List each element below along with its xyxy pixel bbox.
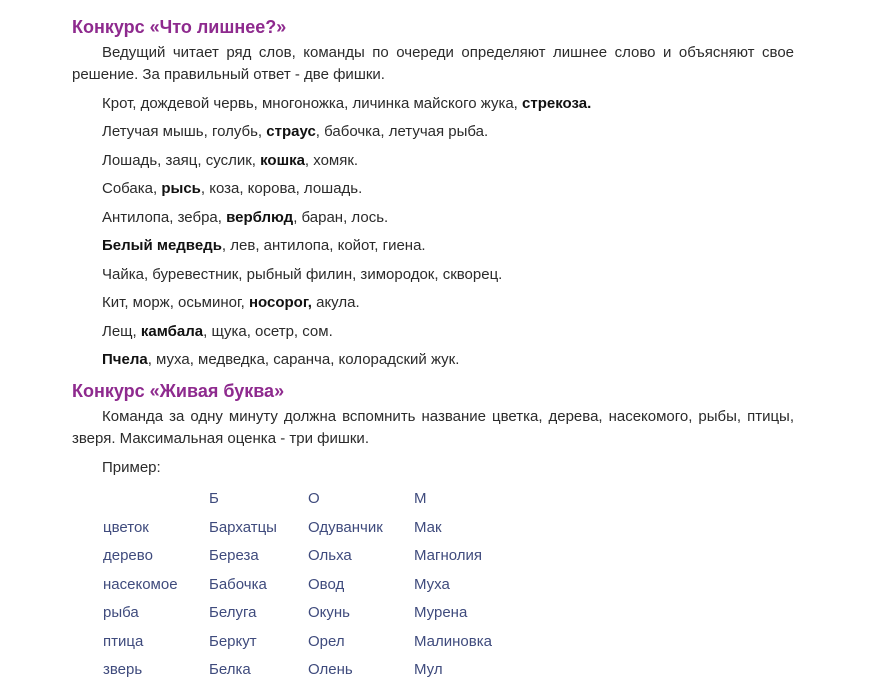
table-header-row: [103, 485, 534, 514]
list-item: [102, 289, 824, 317]
list-item: [102, 232, 824, 260]
item-words: Лещ,: [102, 322, 141, 340]
odd-word: стрекоза.: [522, 95, 592, 112]
word-cell: Мул: [414, 661, 443, 678]
odd-one-out-description: Ведущий читает ряд слов, команды по очереди определяют лишнее слово и объясняют свое решение. За правильный ответ - две фишки.: [72, 44, 794, 83]
item-words-after: , бабочка, летучая рыба.: [315, 123, 489, 141]
table-row: [103, 542, 534, 571]
table-row: [103, 656, 534, 685]
header-empty-cell: [103, 485, 209, 514]
table-row: [103, 571, 534, 600]
word-cell: Овод: [308, 575, 345, 593]
item-words: Антилопа, зебра,: [102, 208, 227, 226]
list-item: [102, 147, 824, 175]
item-words: Собака,: [102, 180, 162, 198]
item-words-after: акула.: [311, 294, 360, 312]
category-cell: рыба: [103, 604, 139, 621]
category-cell: птица: [103, 632, 144, 650]
item-words-after: , муха, медведка, саранча, колорадский жук.: [147, 350, 460, 368]
item-words: Чайка, буревестник, рыбный филин, зимородок, скворец.: [102, 265, 503, 283]
category-cell: дерево: [103, 547, 153, 564]
list-item: [102, 346, 824, 374]
word-cell: Ольха: [308, 547, 352, 564]
item-words: Кит, морж, осьминог,: [102, 294, 249, 312]
list-item: [102, 90, 824, 118]
header-letter: М: [414, 490, 427, 507]
living-letter-title: Конкурс «Живая буква»: [72, 381, 285, 401]
item-words: Летучая мышь, голубь,: [102, 123, 267, 141]
item-words-after: , хомяк.: [304, 151, 359, 169]
odd-word: кошка: [260, 151, 305, 169]
word-cell: Окунь: [308, 604, 350, 621]
odd-word: камбала: [140, 322, 204, 340]
living-letter-description: Команда за одну минуту должна вспомнить название цветка, дерева, насекомого, рыбы, птицы, зверя. Максимальная оценка - три фишки.: [72, 408, 794, 447]
word-cell: Бархатцы: [209, 518, 277, 536]
table-row: [103, 514, 534, 543]
header-letter: О: [308, 490, 320, 507]
odd-one-out-title: Конкурс «Что лишнее?»: [72, 17, 287, 37]
header-letter: Б: [209, 490, 219, 507]
odd-word: верблюд: [226, 208, 294, 226]
list-item: [102, 175, 824, 203]
category-cell: цветок: [103, 518, 149, 536]
item-words-after: , щука, осетр, сом.: [203, 322, 333, 340]
item-words: Лошадь, заяц, суслик,: [102, 151, 261, 169]
example-label: Пример:: [102, 459, 161, 476]
item-words-after: , лев, антилопа, койот, гиена.: [221, 237, 426, 255]
word-cell: Малиновка: [414, 632, 492, 650]
word-cell: Магнолия: [414, 547, 483, 564]
list-item: [102, 261, 824, 289]
word-cell: Бабочка: [209, 575, 267, 593]
odd-word: Белый медведь: [102, 237, 222, 255]
list-item: [102, 318, 824, 346]
word-cell: Муха: [414, 575, 450, 593]
word-cell: Олень: [308, 661, 353, 678]
odd-word: рысь: [161, 180, 201, 198]
item-words-after: , баран, лось.: [293, 208, 389, 226]
category-cell: насекомое: [103, 575, 178, 593]
odd-word: носорог,: [248, 294, 312, 312]
word-cell: Белуга: [209, 604, 257, 621]
word-cell: Орел: [308, 632, 345, 650]
letters-table: [103, 485, 534, 685]
table-row: [103, 628, 534, 657]
word-cell: Белка: [209, 661, 251, 678]
list-item: [102, 204, 824, 232]
item-words: Крот, дождевой червь, многоножка, личинка майского жука,: [102, 95, 523, 112]
odd-word: Пчела: [102, 350, 148, 368]
list-item: [102, 118, 824, 146]
word-cell: Мурена: [414, 604, 468, 621]
word-cell: Береза: [209, 547, 259, 564]
word-cell: Беркут: [209, 632, 257, 650]
table-row: [103, 599, 534, 628]
category-cell: зверь: [103, 661, 143, 678]
item-words-after: , коза, корова, лошадь.: [200, 180, 363, 198]
word-cell: Одуванчик: [308, 518, 383, 536]
word-cell: Мак: [414, 518, 442, 536]
odd-word: страус: [266, 123, 316, 141]
odd-one-out-list: [72, 90, 824, 374]
